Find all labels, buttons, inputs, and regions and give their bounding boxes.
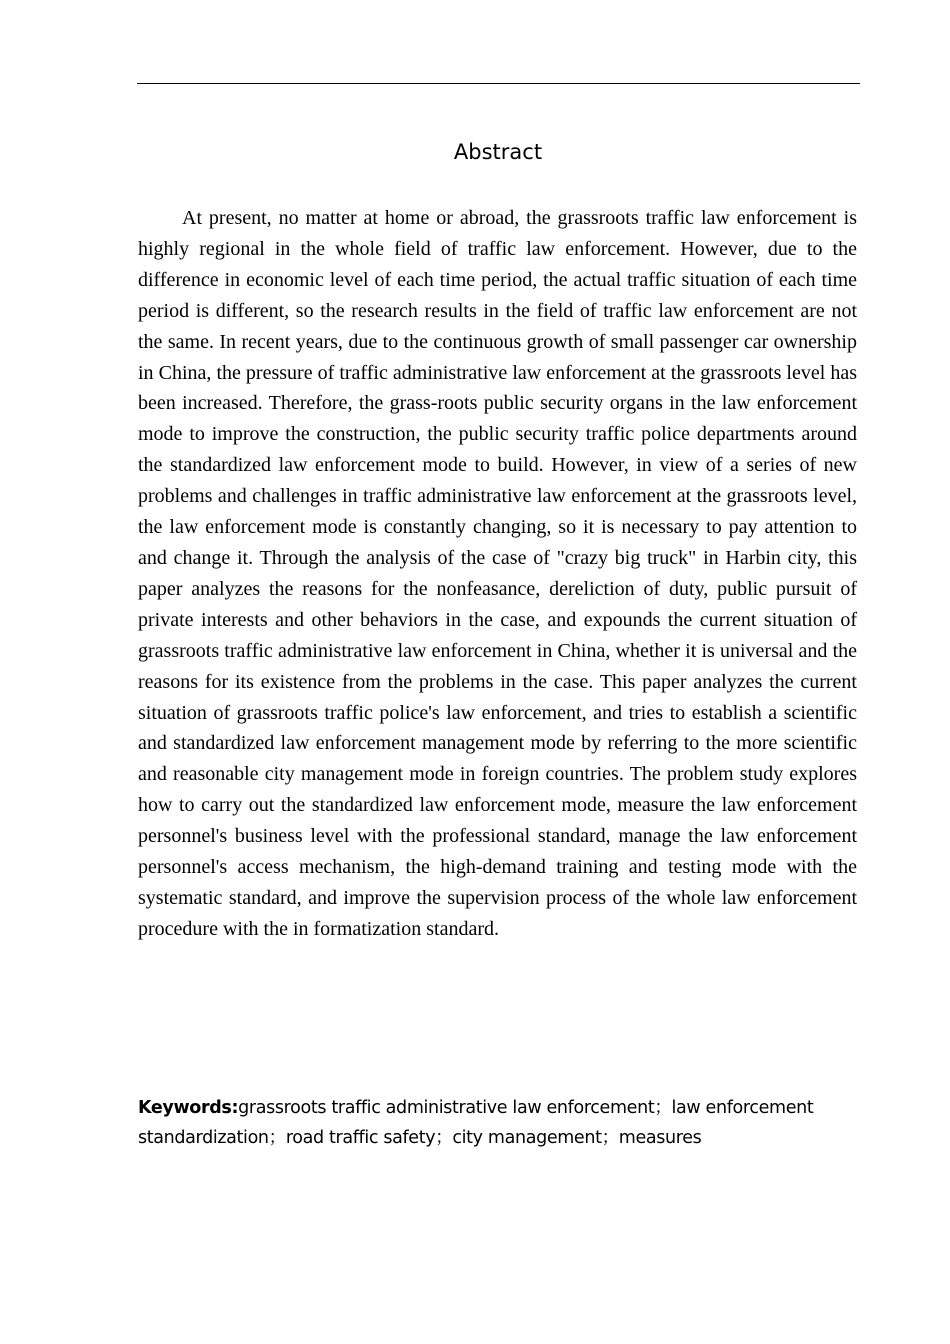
abstract-title: Abstract — [453, 140, 543, 164]
header-rule — [137, 83, 860, 84]
keywords-text: grassroots traffic administrative law enforcement；law enforcement standardization；road traffic safety；city management；measures — [138, 1098, 814, 1148]
keywords-label: Keywords: — [138, 1098, 239, 1118]
abstract-body: At present, no matter at home or abroad, the grassroots traffic law enforcement is highly regional in the whole field of traffic law enforcement. However, due to the difference in economic level of each time period, the actual traffic situation of each time period is different, so the research results in the field of traffic law enforcement are not the same. In recent years, due to the continuous growth of small passenger car ownership in China, the pressure of traffic administrative law enforcement at the grassroots level has been increased. Therefore, the grass-roots public security organs in the law enforcement mode to improve the construction, the public security traffic police departments around the standardized law enforcement mode to build. However, in view of a series of new problems and challenges in traffic administrative law enforcement at the grassroots level, the law enforcement mode is constantly changing, so it is necessary to pay attention to and change it. Through the analysis of the case of "crazy big truck" in Harbin city, this paper analyzes the reasons for the nonfeasance, dereliction of duty, public pursuit of private interests and other behaviors in the case, and expounds the current situation of grassroots traffic administrative law enforcement in China, whether it is universal and the reasons for its existence from the problems in the case. This paper analyzes the current situation of grassroots traffic police's law enforcement, and tries to establish a scientific and standardized law enforcement management mode by referring to the more scientific and reasonable city management mode in foreign countries. The problem study explores how to carry out the standardized law enforcement mode, measure the law enforcement personnel's business level with the professional standard, manage the law enforcement personnel's access mechanism, the high-demand training and testing mode with the systematic standard, and improve the supervision process of the whole law enforcement procedure with the in formatization standard. — [138, 207, 857, 940]
keywords-line — [138, 1093, 860, 1153]
